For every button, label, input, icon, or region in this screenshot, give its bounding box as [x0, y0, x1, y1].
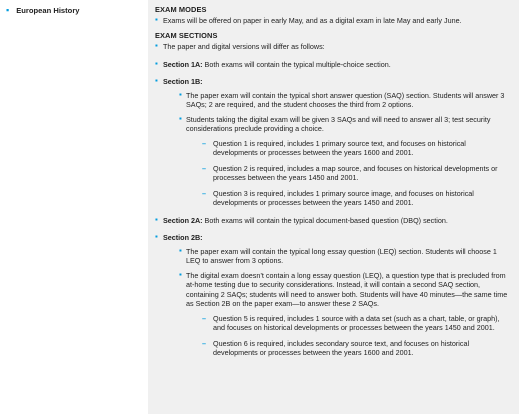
- list-item: – Question 2 is required, includes a map source, and focuses on historical developments or processes between the years 1450 and 2001.: [202, 164, 509, 183]
- section-1b-sublist: [179, 91, 509, 208]
- list-item: – Question 5 is required, includes 1 source with a data set (such as a chart, table, or graph), and focuses on historical developments or processes between the years 1450 and 2001.: [202, 314, 509, 333]
- section-1b-label: Section 1B:: [163, 77, 203, 87]
- section-2b-questions: [202, 314, 509, 358]
- section-1a-item: [155, 60, 509, 70]
- course-column: [0, 0, 148, 414]
- course-label: [6, 6, 148, 16]
- list-item: – Question 6 is required, includes secondary source text, and focuses on historical developments or processes between the years 1600 and 2001.: [202, 339, 509, 358]
- course-title: European History: [16, 6, 80, 15]
- section-1b-digital-text: Students taking the digital exam will be given 3 SAQs and will need to answer all 3; test security considerations preclude providing a choice.: [186, 114, 491, 134]
- section-2b-digital-text: The digital exam doesn’t contain a long essay question (LEQ), a question type that is precluded from at-home testing due to security considerations. Instead, it will contain a second SAQ section, containing 2 SAQs; students will need to answer both. Students will have 40 minutes—the same time as Section 2B on the paper exam—to answer these 2 SAQs.: [186, 270, 508, 309]
- section-2a-item: [155, 216, 509, 226]
- exam-modes-list: [155, 16, 509, 26]
- list-item: ▪ The paper exam will contain the typical short answer question (SAQ) section. Students will answer 3 SAQs; 2 are required, and the student chooses the third from 2 options.: [179, 91, 509, 110]
- exam-details-panel: [148, 0, 519, 414]
- exam-modes-heading: EXAM MODES: [155, 5, 207, 14]
- section-2b-label: Section 2B:: [163, 233, 203, 243]
- list-item: ▪ The paper and digital versions will differ as follows:: [155, 42, 509, 52]
- section-2b-digital-item: [179, 271, 509, 358]
- exam-sections-intro-list: [155, 42, 509, 52]
- section-2b-sublist: [179, 247, 509, 358]
- list-item: – Question 1 is required, includes 1 primary source text, and focuses on historical developments or processes between the years 1600 and 2001.: [202, 139, 509, 158]
- exam-sections-heading: EXAM SECTIONS: [155, 31, 218, 41]
- section-1b-item: [155, 77, 509, 208]
- list-item: – Question 3 is required, includes 1 primary source image, and focuses on historical developments or processes between the years 1450 and 2001.: [202, 189, 509, 208]
- list-item: ▪ The paper exam will contain the typical long essay question (LEQ) section. Students will choose 1 LEQ to answer from 3 options.: [179, 247, 509, 266]
- section-2b-item: [155, 233, 509, 358]
- square-bullet-icon: ▪: [6, 5, 10, 15]
- section-2a-text: Both exams will contain the typical document-based question (DBQ) section.: [204, 215, 448, 225]
- section-1b-digital-item: [179, 115, 509, 208]
- section-1a-text: Both exams will contain the typical multiple-choice section.: [204, 59, 391, 69]
- section-1a-label: Section 1A:: [163, 59, 203, 69]
- section-2a-label: Section 2A:: [163, 215, 203, 225]
- section-1b-questions: [202, 139, 509, 208]
- exam-sections-list: [155, 60, 509, 358]
- list-item: ▪ Exams will be offered on paper in early May, and as a digital exam in late May and early June.: [155, 16, 509, 26]
